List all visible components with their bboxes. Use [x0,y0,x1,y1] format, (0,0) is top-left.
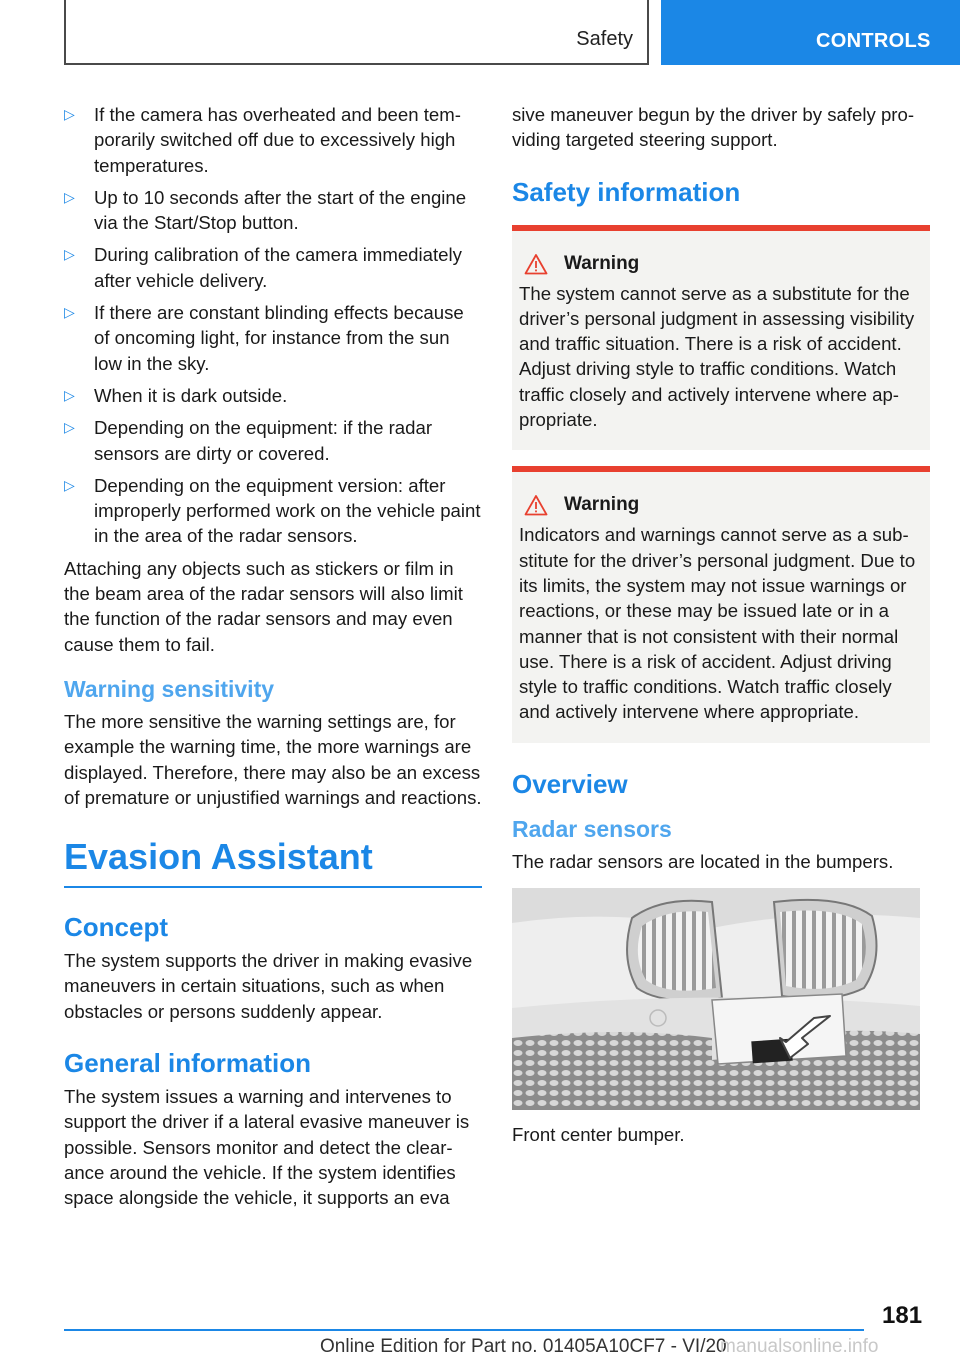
list-item-text: When it is dark outside. [94,384,288,406]
triangle-bullet-icon: ▷ [64,304,75,321]
header-chapter-tab[interactable] [661,0,960,65]
list-item-text: If there are constant blinding effects because of oncoming light, for instance from the sun low in the sky. [94,302,464,374]
list-item-text: Depending on the equipment version: after improperly performed work on the vehicle paint in the area of the radar sensors. [94,474,481,547]
list-item [64,300,482,376]
list-item-text: During calibration of the camera immediately after vehicle delivery. [94,244,462,291]
warning-header [519,494,924,516]
footer-rule [64,1329,864,1331]
radar-sensors-heading: Radar sensors [512,815,672,842]
warning-triangle-icon [524,253,548,275]
list-item-text: Depending on the equipment: if the radar sensors are dirty or covered. [94,417,433,464]
condition-list [64,102,482,549]
chapter-title-rule [64,886,482,888]
warning-box [512,466,930,742]
list-item [64,102,482,178]
footer-edition: Online Edition for Part no. 01405A10CF7 - VI/20 [320,1336,727,1357]
list-item [64,383,482,408]
concept-heading: Concept [64,912,168,943]
list-item [64,473,482,549]
triangle-bullet-icon: ▷ [64,476,75,493]
triangle-bullet-icon: ▷ [64,188,75,205]
right-column [512,102,930,1147]
warning-text: Indicators and warnings cannot serve as a substitute for the driver’s personal judgment. Due to its limits, the system may not issue warnings or reactions, or these may be issued late or in a manner that is not consistent with their normal use. There is a risk of accident. Adjust driving style to traffic conditions. Watch traffic closely and actively intervene where appropriate. [519,524,916,723]
general-information-heading: General information [64,1048,312,1079]
concept-paragraph: The system supports the driver in making evasive maneuvers in certain situations, such as when obstacles or persons suddenly appear. [64,950,473,1022]
chapter-title: Evasion Assistant [64,836,373,878]
header-section-label: Safety [576,28,633,50]
list-item-text: Up to 10 seconds after the start of the engine via the Start/Stop button. [94,186,467,234]
front-bumper-drawing [512,888,920,1110]
general-information-paragraph: The system issues a warning and intervenes to support the driver if a lateral evasive maneuver is possible. Sensors monitor and detect the clearance around the vehicle. If the system identifies space alongside the vehicle, it supports an eva [64,1086,470,1209]
bumper-illustration [512,888,920,1110]
warning-sensitivity-heading: Warning sensitivity [64,675,275,702]
overview-heading: Overview [512,768,628,799]
header-section-box [64,0,649,65]
warning-box [512,225,930,451]
warning-label: Warning [564,252,640,274]
attaching-paragraph: Attaching any objects such as stickers or film in the beam area of the radar sensors will also limit the function of the radar sensors and may even cause them to fail. [64,557,463,655]
warning-triangle-icon [524,494,548,516]
warning-header [519,253,924,275]
warning-sensitivity-paragraph: The more sensitive the warning settings are, for example the warning time, the more warnings are displayed. Therefore, there may also be an excess of premature or unjustified warnings and reactions. [64,710,482,808]
triangle-bullet-icon: ▷ [64,386,75,403]
list-item [64,415,482,466]
page-number: 181 [882,1302,923,1329]
warning-text: The system cannot serve as a substitute for the driver’s personal judgment in assessing visibility and traffic situation. There is a risk of accident. Adjust driving style to traffic conditions. Watch traffic closely and actively intervene where appropriate. [519,282,915,431]
triangle-bullet-icon: ▷ [64,246,75,263]
triangle-bullet-icon: ▷ [64,419,75,436]
footer-watermark: manualsonline.info [720,1336,879,1357]
warning-label: Warning [564,494,640,516]
header-chapter-label: CONTROLS [816,30,931,52]
continued-paragraph: sive maneuver begun by the driver by safely providing targeted steering support. [512,104,915,151]
list-item-text: If the camera has overheated and been temporarily switched off due to excessively high temperatures. [94,104,461,176]
list-item [64,242,482,293]
radar-sensors-paragraph: The radar sensors are located in the bumpers. [512,850,894,872]
list-item [64,185,482,236]
figure-caption: Front center bumper. [512,1124,685,1146]
left-column [64,102,482,1211]
safety-information-heading: Safety information [512,176,741,207]
triangle-bullet-icon: ▷ [64,106,75,122]
